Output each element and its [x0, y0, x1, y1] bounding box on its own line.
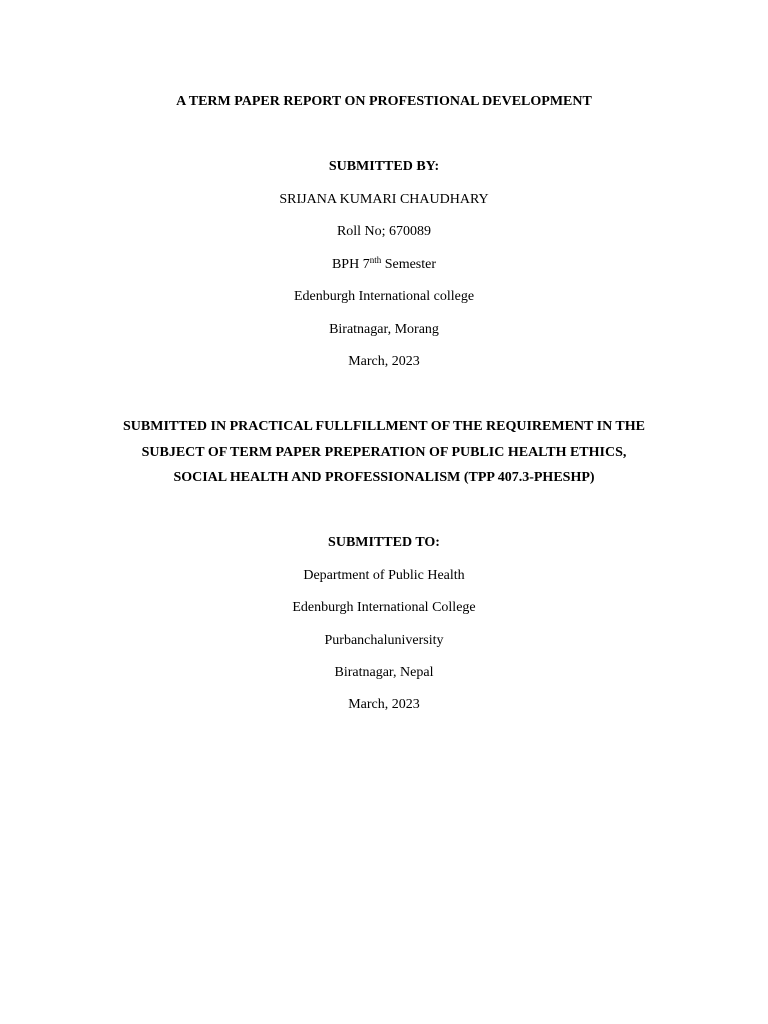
purpose-line-1: SUBMITTED IN PRACTICAL FULLFILLMENT OF THE REQUIREMENT IN THE: [123, 419, 645, 434]
submitted-by-heading: SUBMITTED BY:: [328, 159, 440, 174]
semester-prefix: BPH 7: [331, 257, 370, 272]
semester: [0, 256, 768, 274]
submitted-by-date: March, 2023: [348, 354, 420, 369]
student-location: Biratnagar, Morang: [329, 322, 439, 337]
submitted-to-date: March, 2023: [348, 697, 420, 712]
roll-number: Roll No; 670089: [336, 224, 432, 239]
university: Purbanchaluniversity: [324, 633, 444, 648]
purpose-line-3: SOCIAL HEALTH AND PROFESSIONALISM (TPP 407.3-PHESHP): [173, 470, 595, 485]
recipient-college: Edenburgh International College: [292, 600, 476, 615]
recipient-location: Biratnagar, Nepal: [334, 665, 434, 680]
submitted-to-heading: SUBMITTED TO:: [328, 535, 440, 550]
student-college: Edenburgh International college: [293, 289, 475, 304]
student-name: SRIJANA KUMARI CHAUDHARY: [279, 192, 489, 207]
semester-suffix: Semester: [381, 257, 437, 272]
semester-superscript: nth: [369, 255, 382, 265]
purpose-line-2: SUBJECT OF TERM PAPER PREPERATION OF PUBLIC HEALTH ETHICS,: [141, 445, 627, 460]
department: Department of Public Health: [303, 568, 465, 583]
report-title: A TERM PAPER REPORT ON PROFESTIONAL DEVELOPMENT: [176, 94, 592, 109]
